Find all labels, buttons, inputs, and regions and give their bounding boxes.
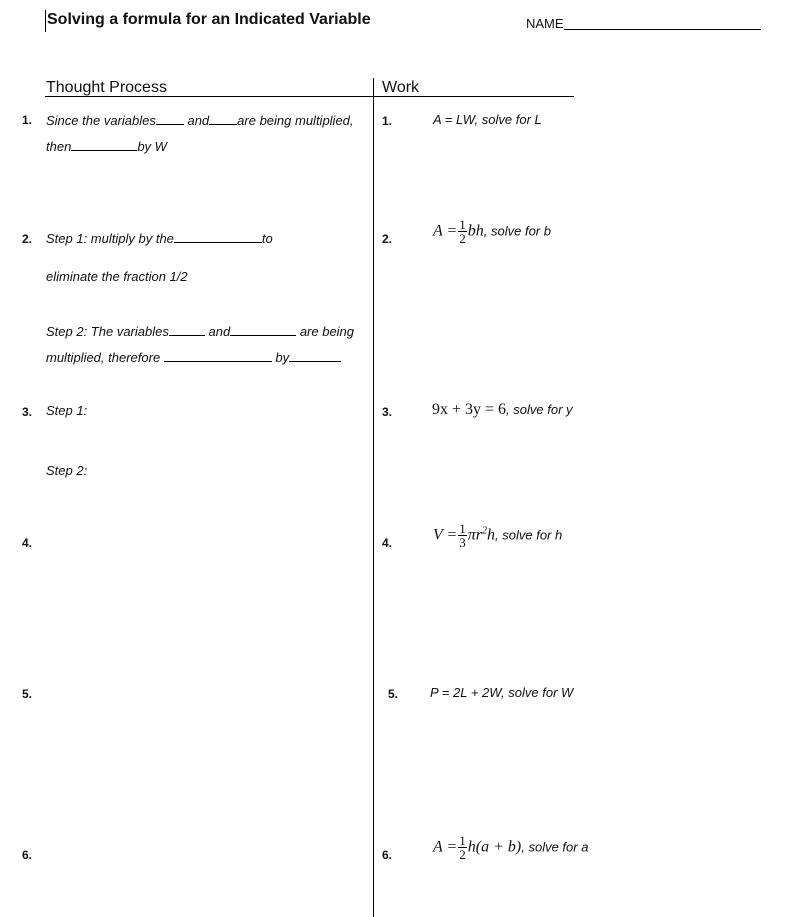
q2-blank-3[interactable] bbox=[230, 323, 296, 336]
w4-fraction bbox=[458, 522, 467, 549]
w1-problem: A = LW, solve for L bbox=[433, 112, 542, 127]
w3-equation: 9x + 3y = 6 bbox=[432, 401, 507, 418]
w4-tail: , solve for h bbox=[495, 527, 563, 543]
w6-number: 6. bbox=[382, 848, 393, 862]
w2-rhs: bh bbox=[467, 222, 484, 240]
q3-step1: Step 1: bbox=[46, 403, 88, 418]
w1-number: 1. bbox=[382, 114, 393, 128]
q1-blank-1[interactable] bbox=[156, 112, 184, 125]
q2-step1-text-b: to bbox=[261, 231, 273, 246]
name-label: NAME bbox=[526, 16, 564, 31]
q2-step2-text-e: by bbox=[275, 350, 290, 365]
q2-step1-text-c: eliminate the fraction 1/2 bbox=[46, 269, 188, 284]
w2-lhs: A = bbox=[433, 222, 458, 240]
q3-step2: Step 2: bbox=[46, 463, 88, 478]
w2-number: 2. bbox=[382, 232, 393, 246]
q2-step2-text-b: and bbox=[208, 324, 231, 339]
q1-number: 1. bbox=[22, 113, 33, 127]
q2-step1-line bbox=[46, 230, 273, 246]
w4-problem bbox=[433, 522, 562, 549]
q2-blank-5[interactable] bbox=[289, 349, 341, 362]
q2-number: 2. bbox=[22, 232, 33, 246]
q6-number: 6. bbox=[22, 848, 33, 862]
q1-line1 bbox=[46, 112, 354, 128]
header-rule bbox=[45, 96, 574, 97]
w4-rhs-b: h bbox=[487, 526, 496, 544]
w4-number: 4. bbox=[382, 536, 393, 550]
w6-frac-denominator: 2 bbox=[459, 847, 466, 862]
w3-number: 3. bbox=[382, 405, 393, 419]
w2-tail: , solve for b bbox=[483, 223, 551, 239]
w2-frac-denominator: 2 bbox=[459, 231, 466, 246]
q1-text-d: then bbox=[46, 139, 72, 154]
w6-rhs: h(a + b) bbox=[467, 838, 522, 856]
q4-number: 4. bbox=[22, 536, 33, 550]
q2-blank-4[interactable] bbox=[164, 349, 272, 362]
q2-step2-text-d: multiplied, therefore bbox=[46, 350, 161, 365]
w4-frac-denominator: 3 bbox=[459, 535, 466, 550]
w3-tail: , solve for y bbox=[506, 402, 573, 417]
q1-text-b: and bbox=[187, 113, 210, 128]
q1-text-a: Since the variables bbox=[46, 113, 156, 128]
name-blank-line[interactable] bbox=[564, 29, 761, 30]
w2-problem bbox=[433, 218, 551, 245]
q1-blank-2[interactable] bbox=[209, 112, 237, 125]
thought-process-heading: Thought Process bbox=[46, 79, 167, 96]
w3-problem bbox=[432, 401, 573, 419]
w4-lhs: V = bbox=[433, 526, 458, 544]
q5-number: 5. bbox=[22, 687, 33, 701]
text-cursor bbox=[45, 10, 46, 32]
q2-step2-text-c: are being bbox=[299, 324, 355, 339]
q2-step2-line2 bbox=[46, 349, 341, 365]
w4-frac-numerator: 1 bbox=[459, 521, 466, 536]
q1-text-e: by W bbox=[137, 139, 167, 154]
page-title: Solving a formula for an Indicated Variable bbox=[47, 11, 371, 28]
w6-lhs: A = bbox=[433, 838, 458, 856]
q2-blank-2[interactable] bbox=[169, 323, 205, 336]
w5-problem: P = 2L + 2W, solve for W bbox=[430, 685, 574, 700]
w6-problem bbox=[433, 834, 588, 861]
w2-fraction bbox=[458, 218, 467, 245]
w6-tail: , solve for a bbox=[521, 839, 589, 855]
q2-blank-1[interactable] bbox=[174, 230, 262, 243]
q2-step2-text-a: Step 2: The variables bbox=[46, 324, 169, 339]
w4-exponent: 2 bbox=[482, 525, 488, 537]
column-divider bbox=[373, 78, 374, 917]
w4-rhs-a: πr bbox=[467, 526, 483, 544]
w5-number: 5. bbox=[388, 687, 399, 701]
q3-number: 3. bbox=[22, 405, 33, 419]
q1-text-c: are being multiplied, bbox=[237, 113, 354, 128]
q2-step2-line1 bbox=[46, 323, 354, 339]
w6-fraction bbox=[458, 834, 467, 861]
q2-step1-text-a: Step 1: multiply by the bbox=[46, 231, 174, 246]
w6-frac-numerator: 1 bbox=[459, 833, 466, 848]
q1-line2 bbox=[46, 138, 167, 154]
w2-frac-numerator: 1 bbox=[459, 217, 466, 232]
q1-blank-3[interactable] bbox=[71, 138, 137, 151]
work-heading: Work bbox=[382, 79, 420, 96]
